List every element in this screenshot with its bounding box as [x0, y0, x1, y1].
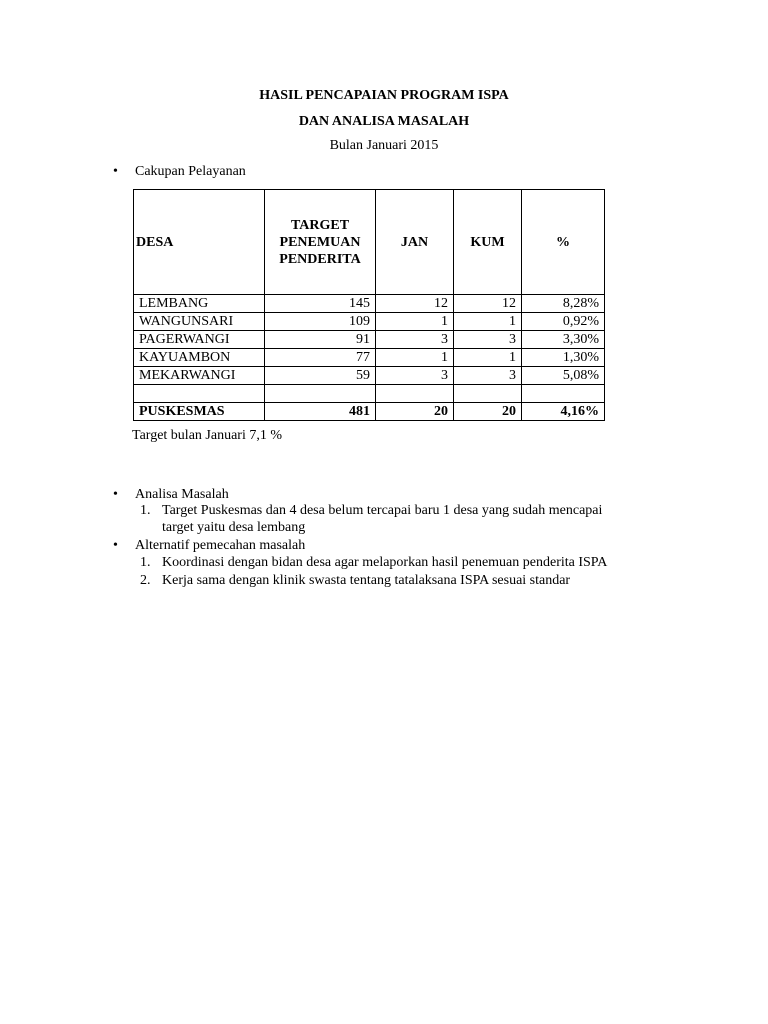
- header-percent: %: [522, 190, 605, 295]
- cell-empty: [522, 385, 605, 403]
- header-target: [265, 190, 376, 295]
- cell-desa: WANGUNSARI: [134, 313, 265, 331]
- cell-total-label: PUSKESMAS: [134, 403, 265, 421]
- table-total-row: [134, 403, 605, 421]
- cell-jan: 3: [376, 331, 454, 349]
- header-kum: KUM: [454, 190, 522, 295]
- alternative-item-number: 1.: [140, 555, 151, 570]
- cell-empty: [376, 385, 454, 403]
- analysis-item-number: 1.: [140, 503, 151, 518]
- cell-target: 91: [265, 331, 376, 349]
- cell-target: 77: [265, 349, 376, 367]
- table-row: [134, 313, 605, 331]
- table-blank-row: [134, 385, 605, 403]
- cell-kum: 1: [454, 349, 522, 367]
- cell-desa: PAGERWANGI: [134, 331, 265, 349]
- cell-kum: 12: [454, 295, 522, 313]
- cell-desa: KAYUAMBON: [134, 349, 265, 367]
- cell-jan: 3: [376, 367, 454, 385]
- header-target-text: TARGET PENEMUAN PENDERITA: [279, 217, 361, 267]
- bullet-icon: •: [113, 164, 118, 179]
- cell-desa: LEMBANG: [134, 295, 265, 313]
- table-header-row: [134, 190, 605, 295]
- cell-kum: 3: [454, 331, 522, 349]
- table-row: [134, 295, 605, 313]
- cell-desa: MEKARWANGI: [134, 367, 265, 385]
- cell-percent: 1,30%: [522, 349, 605, 367]
- cell-kum: 1: [454, 313, 522, 331]
- cell-target: 109: [265, 313, 376, 331]
- header-jan: JAN: [376, 190, 454, 295]
- cell-jan: 12: [376, 295, 454, 313]
- subtitle: Bulan Januari 2015: [329, 138, 439, 153]
- title-line-1: HASIL PENCAPAIAN PROGRAM ISPA: [259, 88, 509, 103]
- cell-total-target: 481: [265, 403, 376, 421]
- cell-empty: [265, 385, 376, 403]
- table-row: [134, 349, 605, 367]
- cell-empty: [454, 385, 522, 403]
- cell-percent: 8,28%: [522, 295, 605, 313]
- alternative-item-text: Koordinasi dengan bidan desa agar melaporkan hasil penemuan penderita ISPA: [162, 555, 608, 570]
- cell-percent: 0,92%: [522, 313, 605, 331]
- cell-total-percent: 4,16%: [522, 403, 605, 421]
- cell-target: 145: [265, 295, 376, 313]
- cell-kum: 3: [454, 367, 522, 385]
- title-line-2: DAN ANALISA MASALAH: [298, 114, 470, 129]
- bullet-icon: •: [113, 538, 118, 553]
- cell-total-jan: 20: [376, 403, 454, 421]
- target-note: Target bulan Januari 7,1 %: [132, 428, 282, 443]
- section-heading-analisa: Analisa Masalah: [135, 487, 229, 502]
- bullet-icon: •: [113, 487, 118, 502]
- table-row: [134, 331, 605, 349]
- section-heading-cakupan: Cakupan Pelayanan: [135, 164, 246, 179]
- section-heading-alternatif: Alternatif pemecahan masalah: [135, 538, 306, 553]
- cell-empty: [134, 385, 265, 403]
- cell-target: 59: [265, 367, 376, 385]
- alternative-item-number: 2.: [140, 573, 151, 588]
- analysis-item-continuation: target yaitu desa lembang: [162, 520, 306, 535]
- cell-jan: 1: [376, 313, 454, 331]
- cell-total-kum: 20: [454, 403, 522, 421]
- table-row: [134, 367, 605, 385]
- analysis-item-text: Target Puskesmas dan 4 desa belum tercapai baru 1 desa yang sudah mencapai: [162, 503, 603, 518]
- cell-percent: 5,08%: [522, 367, 605, 385]
- cell-jan: 1: [376, 349, 454, 367]
- alternative-item-text: Kerja sama dengan klinik swasta tentang tatalaksana ISPA sesuai standar: [162, 573, 571, 588]
- header-desa: DESA: [134, 190, 265, 295]
- cell-percent: 3,30%: [522, 331, 605, 349]
- coverage-table: [133, 189, 605, 421]
